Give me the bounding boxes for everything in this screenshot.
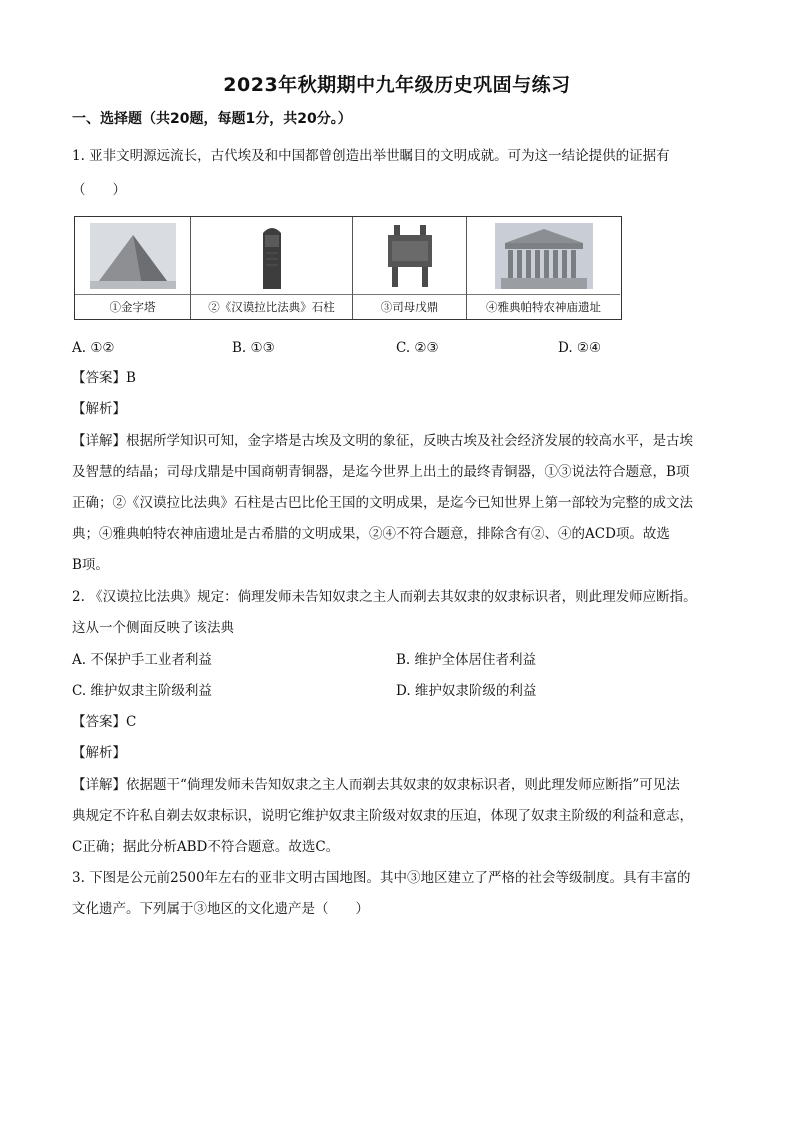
pyramid-photo-icon: [90, 223, 176, 289]
q2-detail-line: 典规定不许私自剃去奴隶标识，说明它维护奴隶主阶级对奴隶的压迫，体现了奴隶主阶级的利益和意志，: [72, 808, 693, 824]
parthenon-photo-icon: [495, 223, 593, 289]
image-caption: ③司母戊鼎: [380, 300, 439, 314]
q2-detail-line: C正确；据此分析ABD不符合题意。故选C。: [72, 839, 340, 855]
q2-option-b: B. 维护全体居住者利益: [396, 652, 537, 668]
image-cell-parthenon: [467, 217, 620, 319]
q1-detail-line: 及智慧的结晶；司母戊鼎是中国商朝青铜器，是迄今世界上出土的最终青铜器，①③说法符合题意，B项: [72, 464, 690, 480]
q1-option-a: A. ①②: [72, 340, 115, 356]
q1-detail-line: 典；④雅典帕特农神庙遗址是古希腊的文明成果，②④不符合题意，排除含有②、④的ACD项。故选: [72, 526, 670, 542]
q3-stem: 3. 下图是公元前2500年左右的亚非文明古国地图。其中③地区建立了严格的社会等级制度。具有丰富的: [72, 870, 691, 886]
q1-detail-line: B项。: [72, 557, 109, 573]
stele-photo-icon: [257, 223, 287, 291]
q1-option-c: C. ②③: [396, 340, 439, 356]
q1-option-b: B. ①③: [232, 340, 275, 356]
q2-option-d: D. 维护奴隶阶级的利益: [396, 683, 537, 699]
q1-analysis-label: 【解析】: [72, 401, 126, 417]
q1-detail-line: 正确；②《汉谟拉比法典》石柱是古巴比伦王国的文明成果，是迄今已知世界上第一部较为完整的成文法: [72, 495, 693, 511]
q2-detail-line: 【详解】依据题干“倘理发师未告知奴隶之主人而剃去其奴隶的奴隶标识者，则此理发师应断指”可见法: [72, 777, 680, 793]
bronze-ding-photo-icon: [384, 223, 436, 289]
q1-option-d: D. ②④: [558, 340, 602, 356]
image-caption: ②《汉谟拉比法典》石柱: [208, 300, 335, 314]
q1-image-table: [74, 216, 622, 320]
q1-detail-line: 【详解】根据所学知识可知，金字塔是古埃及文明的象征，反映古埃及社会经济发展的较高水平，是古埃: [72, 433, 693, 449]
q2-answer: 【答案】C: [72, 714, 137, 730]
q3-stem-cont: 文化遗产。下列属于③地区的文化遗产是（ ）: [72, 901, 369, 917]
q2-option-a: A. 不保护手工业者利益: [72, 652, 212, 668]
image-cell-pyramid: [75, 217, 191, 319]
section-heading: 一、选择题（共20题，每题1分，共20分。）: [72, 111, 352, 127]
q2-analysis-label: 【解析】: [72, 745, 126, 761]
q1-stem: 1. 亚非文明源远流长，古代埃及和中国都曾创造出举世瞩目的文明成就。可为这一结论提供的证据有: [72, 148, 670, 164]
q2-stem-cont: 这从一个侧面反映了该法典: [72, 620, 234, 636]
image-cell-ding: [353, 217, 467, 319]
q2-stem: 2. 《汉谟拉比法典》规定：倘理发师未告知奴隶之主人而剃去其奴隶的奴隶标识者，则此理发师应断指。: [72, 589, 697, 605]
q1-stem-paren: （ ）: [72, 182, 126, 198]
q2-option-c: C. 维护奴隶主阶级利益: [72, 683, 212, 699]
image-cell-stele: [191, 217, 353, 319]
page-title: 2023年秋期期中九年级历史巩固与练习: [223, 74, 571, 96]
q1-answer: 【答案】B: [72, 370, 136, 386]
image-caption: ①金字塔: [109, 300, 156, 314]
image-caption: ④雅典帕特农神庙遗址: [486, 300, 601, 314]
